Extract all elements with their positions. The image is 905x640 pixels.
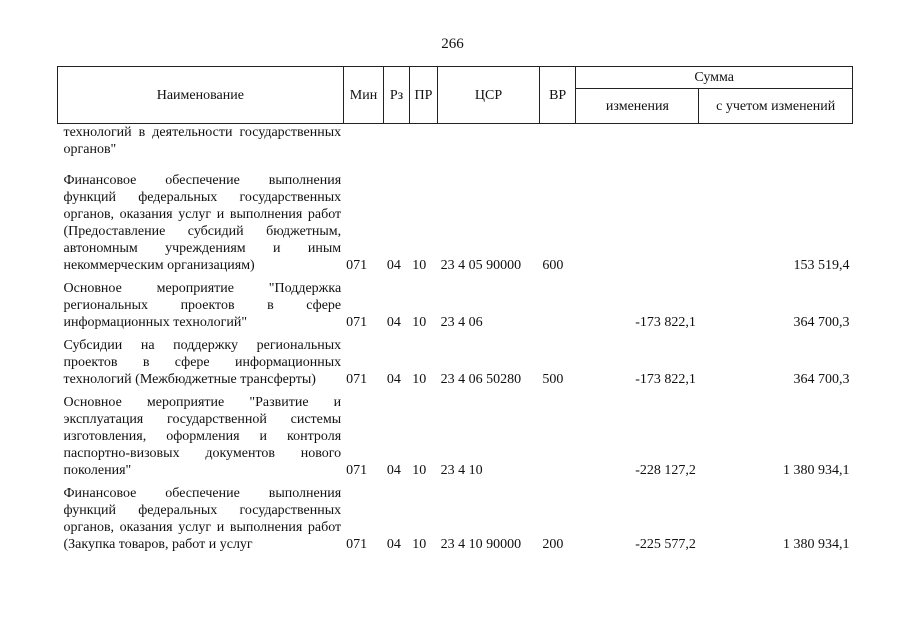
row-total: 153 519,4 — [793, 258, 850, 273]
row-change — [576, 124, 699, 159]
table-row — [58, 274, 853, 331]
row-vr — [539, 124, 576, 159]
page-number: 266 — [441, 36, 464, 52]
table-header — [58, 67, 853, 124]
row-csr: 23 4 10 — [440, 463, 483, 478]
row-vr: 200 — [542, 537, 564, 552]
row-pr: 10 — [412, 258, 427, 273]
row-csr — [438, 124, 540, 159]
row-rz: 04 — [386, 537, 401, 552]
row-csr: 23 4 06 — [440, 315, 483, 330]
row-min: 071 — [346, 258, 368, 273]
row-change: -173 822,1 — [635, 372, 696, 387]
header-csr: ЦСР — [438, 67, 540, 124]
row-vr: 600 — [542, 258, 564, 273]
row-csr: 23 4 06 50280 — [440, 372, 522, 387]
row-pr — [409, 124, 437, 159]
table-row — [58, 158, 853, 274]
row-vr: 500 — [542, 372, 564, 387]
header-rz: Рз — [384, 67, 409, 124]
row-rz: 04 — [386, 315, 401, 330]
row-csr: 23 4 05 90000 — [440, 258, 522, 273]
row-total: 1 380 934,1 — [783, 463, 850, 478]
row-change: -225 577,2 — [635, 537, 696, 552]
row-total: 364 700,3 — [793, 372, 850, 387]
header-sum: Сумма — [576, 67, 853, 89]
table-body — [58, 124, 853, 554]
row-total — [699, 124, 853, 159]
row-vr — [539, 274, 576, 331]
row-rz: 04 — [386, 258, 401, 273]
row-rz — [384, 124, 409, 159]
row-name: Основное мероприятие "Поддержка региональных проектов в сфере информационных технологий" — [63, 281, 342, 330]
row-name: Финансовое обеспечение выполнения функций федеральных государственных органов, оказания услуг и выполнения работ (Закупка товаров, работ и услуг — [63, 486, 342, 552]
header-total: с учетом изменений — [699, 89, 853, 124]
row-total: 1 380 934,1 — [783, 537, 850, 552]
header-min: Мин — [343, 67, 384, 124]
row-pr: 10 — [412, 372, 427, 387]
header-pr: ПР — [409, 67, 437, 124]
row-change: -173 822,1 — [635, 315, 696, 330]
row-name: технологий в деятельности государственных органов" — [63, 125, 342, 157]
row-rz: 04 — [386, 463, 401, 478]
budget-table — [57, 66, 853, 553]
row-pr: 10 — [412, 463, 427, 478]
row-min: 071 — [346, 315, 368, 330]
header-name: Наименование — [58, 67, 344, 124]
row-name: Финансовое обеспечение выполнения функций федеральных государственных органов, оказания услуг и выполнения работ (Предоставление субсидий бюджетным, автономным учреждениям и иным некоммерческим организациям) — [63, 173, 342, 273]
table-row — [58, 124, 853, 159]
row-change: -228 127,2 — [635, 463, 696, 478]
table-row — [58, 388, 853, 479]
header-vr: ВР — [539, 67, 576, 124]
row-min: 071 — [346, 537, 368, 552]
table-row — [58, 479, 853, 553]
row-min: 071 — [346, 372, 368, 387]
row-name: Субсидии на поддержку региональных проектов в сфере информационных технологий (Межбюджетные трансферты) — [63, 338, 342, 387]
header-change: изменения — [576, 89, 699, 124]
row-min — [343, 124, 384, 159]
row-total: 364 700,3 — [793, 315, 850, 330]
row-pr: 10 — [412, 537, 427, 552]
row-vr — [539, 388, 576, 479]
row-change — [576, 158, 699, 274]
row-pr: 10 — [412, 315, 427, 330]
row-min: 071 — [346, 463, 368, 478]
row-rz: 04 — [386, 372, 401, 387]
table-row — [58, 331, 853, 388]
row-name: Основное мероприятие "Развитие и эксплуатация государственной системы изготовления, оформления и контроля паспортно-визовых документов нового поколения" — [63, 395, 342, 478]
row-csr: 23 4 10 90000 — [440, 537, 522, 552]
